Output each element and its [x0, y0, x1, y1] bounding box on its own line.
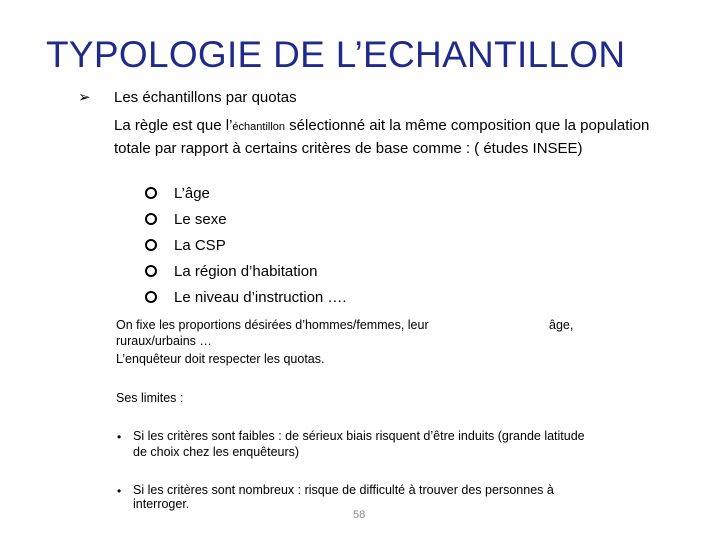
section-heading: Les échantillons par quotas [114, 89, 297, 106]
limit-item-2-line-1: Si les critères sont nombreux : risque de difficulté à trouver des personnes à [133, 483, 554, 497]
criteria-label: Le niveau d’instruction …. [174, 288, 347, 306]
rule-text-part2: sélectionné ait la même composition que la population totale par rapport à certains critères de base comme : ( études INSEE) [114, 117, 650, 157]
criteria-item [145, 232, 347, 258]
limit-item-1-line-2: de choix chez les enquêteurs) [133, 445, 300, 459]
criteria-label: La région d’habitation [174, 262, 318, 280]
criteria-item [145, 258, 347, 284]
proportions-line-1: On fixe les proportions désirées d’hommes/femmes, leur [116, 318, 429, 332]
dot-bullet-icon: • [117, 430, 122, 444]
limits-heading: Ses limites : [116, 391, 184, 405]
circle-bullet-icon [145, 265, 157, 277]
proportions-line-1-right: âge, [549, 318, 574, 332]
criteria-item [145, 206, 347, 232]
circle-bullet-icon [145, 187, 157, 199]
limit-item-2-line-2: interroger. [133, 497, 190, 511]
rule-text-part1: La règle est que l’ [114, 117, 233, 134]
rule-paragraph [114, 115, 674, 159]
slide-title: TYPOLOGIE DE L’ECHANTILLON [46, 34, 626, 75]
page-number: 58 [353, 509, 366, 521]
limit-item-1-line-1: Si les critères sont faibles : de sérieux biais risquent d’être induits (grande latitude [133, 429, 585, 443]
proportions-line-3: L’enquêteur doit respecter les quotas. [116, 352, 325, 366]
circle-bullet-icon [145, 291, 157, 303]
circle-bullet-icon [145, 239, 157, 251]
criteria-list [145, 180, 347, 310]
criteria-label: La CSP [174, 236, 226, 254]
criteria-item [145, 180, 347, 206]
circle-bullet-icon [145, 213, 157, 225]
dot-bullet-icon: • [117, 484, 122, 498]
criteria-label: Le sexe [174, 210, 227, 228]
criteria-item [145, 284, 347, 310]
proportions-line-2: ruraux/urbains … [116, 334, 212, 348]
rule-text-small: échantillon [232, 121, 286, 133]
criteria-label: L’âge [174, 184, 210, 202]
arrow-bullet-icon: ➢ [78, 89, 91, 106]
